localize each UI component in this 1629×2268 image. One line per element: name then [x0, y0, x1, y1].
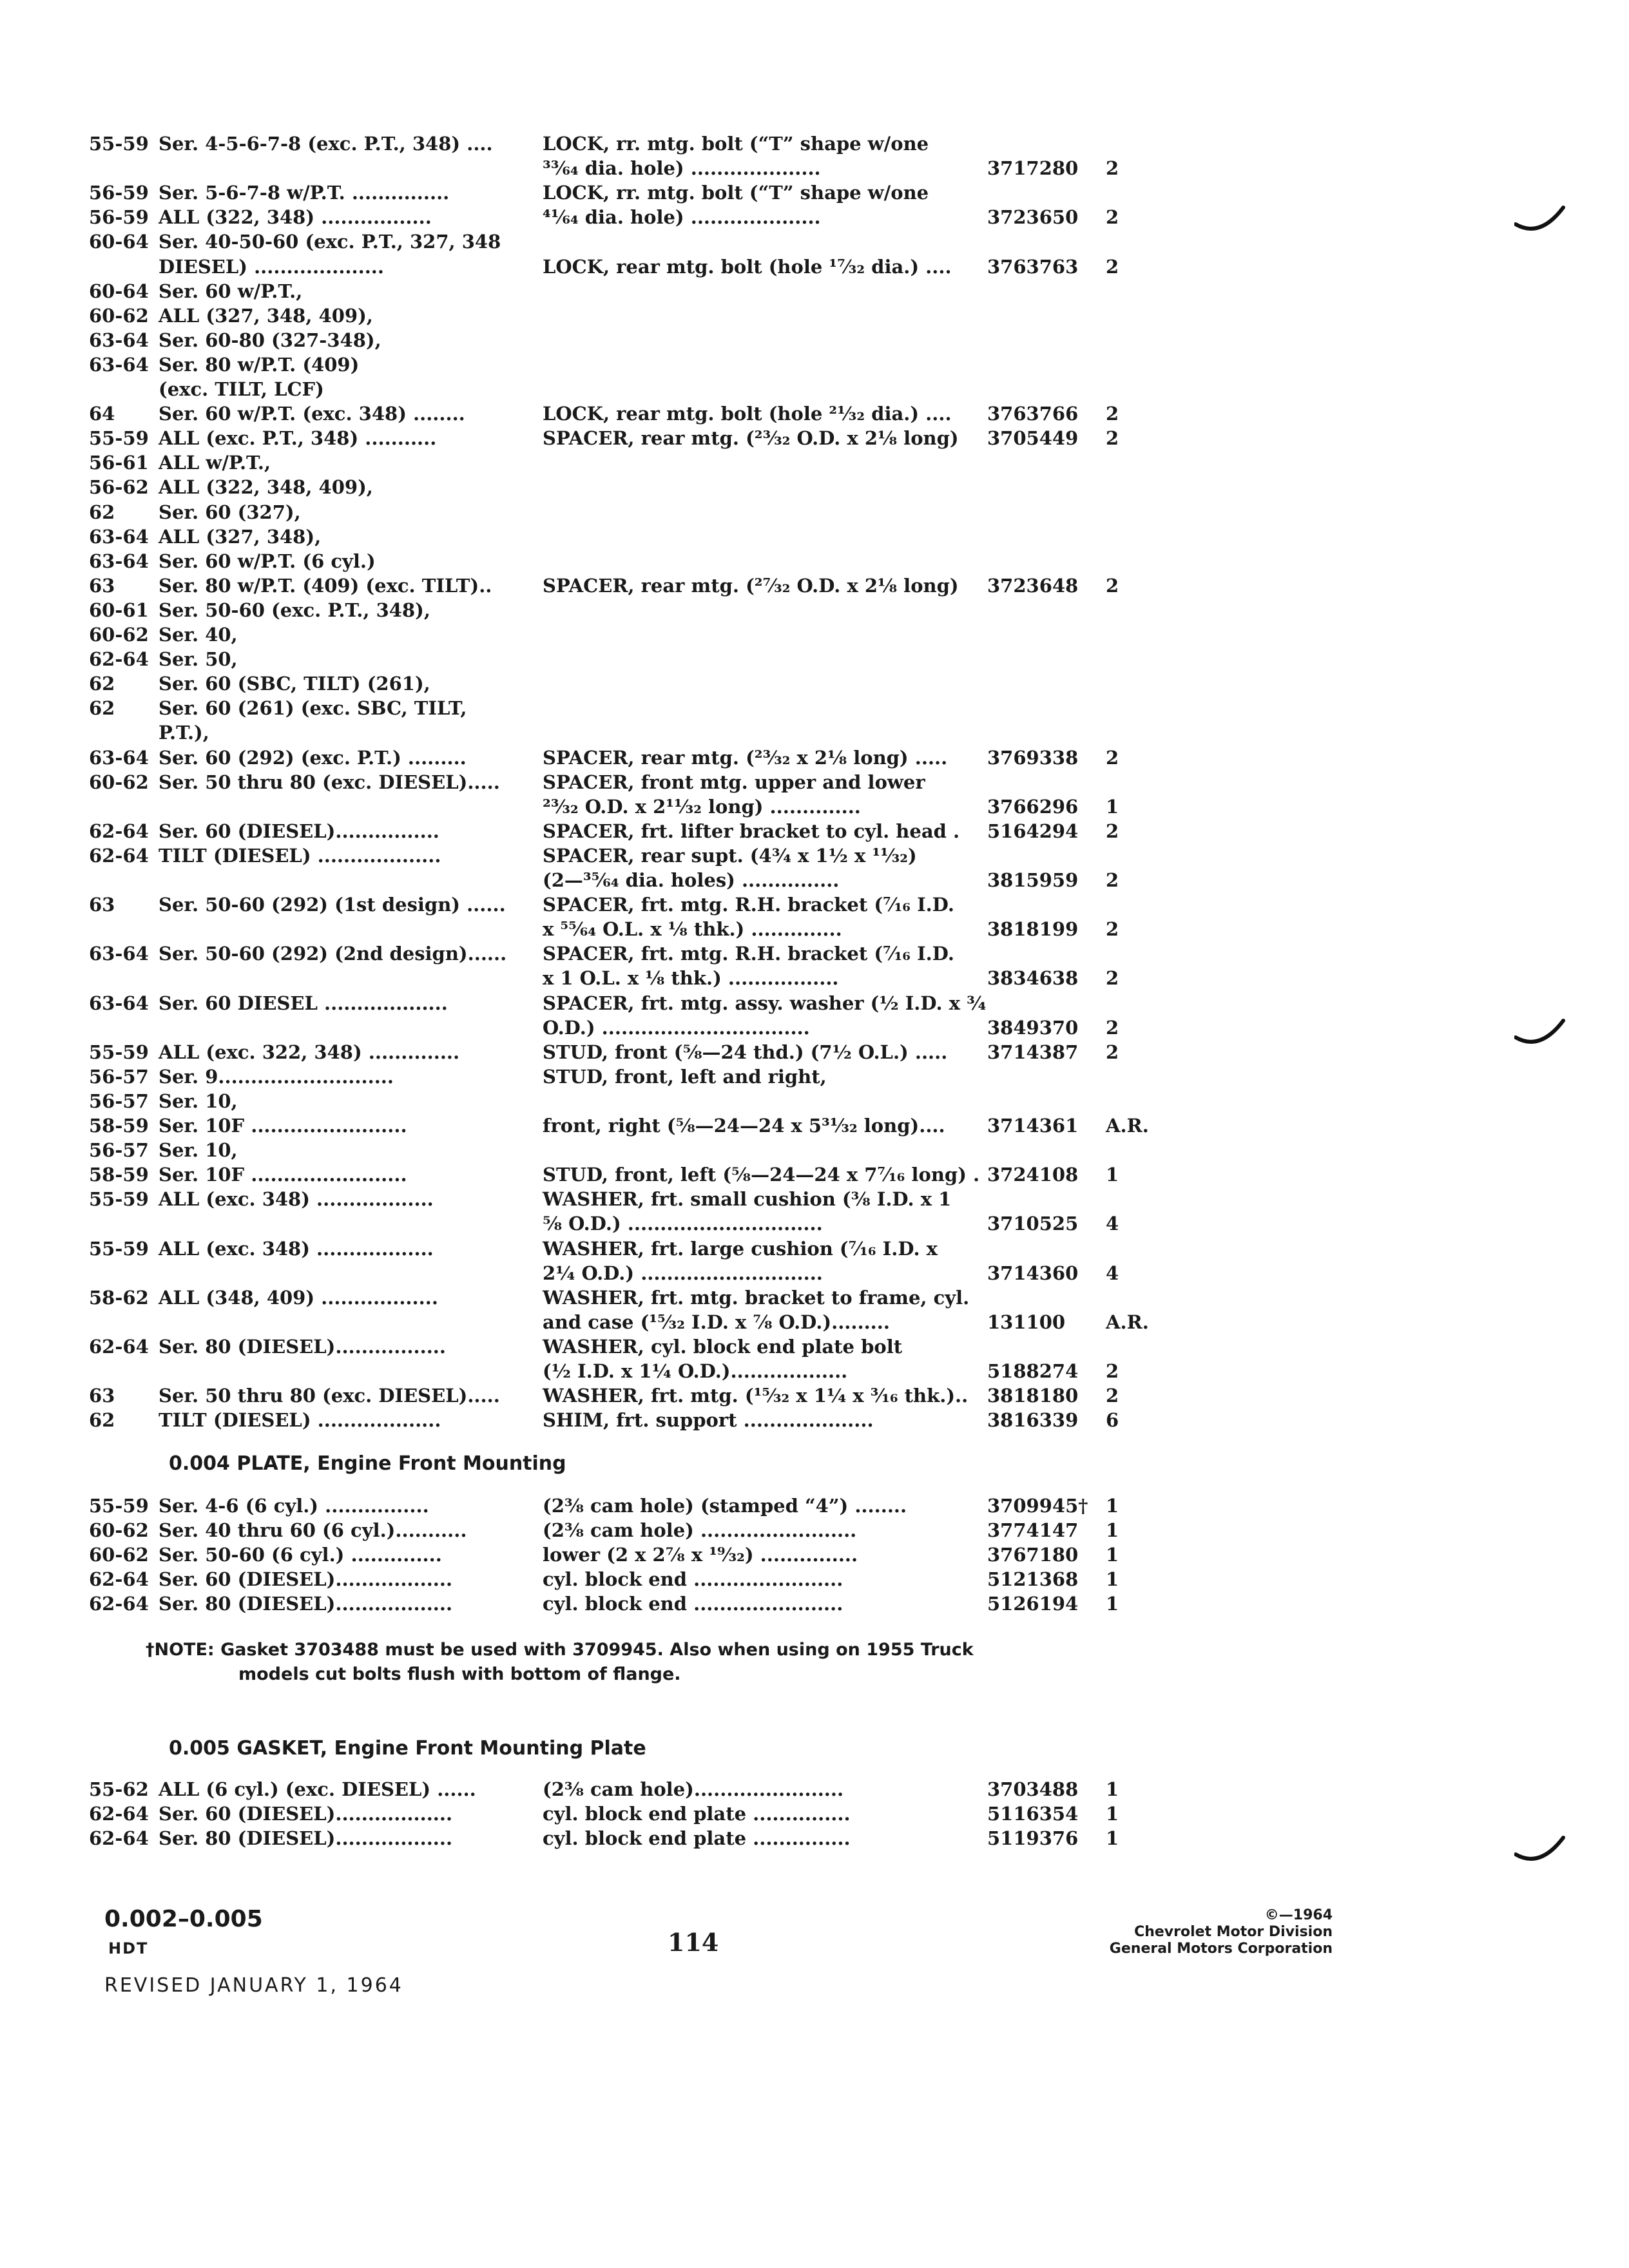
- part-description: LOCK, rear mtg. bolt (hole ¹⁷⁄₃₂ dia.) ....: [543, 255, 952, 278]
- model-years: 62-64: [89, 648, 149, 671]
- part-description: SPACER, rear supt. (4¾ x 1½ x ¹¹⁄₃₂): [543, 844, 917, 867]
- model-years: 63-64: [89, 550, 149, 572]
- model-years: 63: [89, 894, 115, 916]
- quantity: 1: [1106, 1164, 1119, 1186]
- part-number: 3703488: [987, 1778, 1079, 1800]
- model-years: 62-64: [89, 1568, 149, 1590]
- model-years: 62-64: [89, 1335, 149, 1358]
- model-application: Ser. 4-6 (6 cyl.) ................: [159, 1495, 429, 1517]
- model-application: Ser. 50-60 (292) (2nd design)......: [159, 943, 507, 965]
- part-description: SPACER, frt. lifter bracket to cyl. head .: [543, 820, 960, 842]
- model-application: Ser. 60 (327),: [159, 501, 301, 523]
- footnote-line-2: models cut bolts flush with bottom of flange.: [238, 1664, 681, 1684]
- quantity: 1: [1106, 795, 1119, 818]
- part-number: 3724108: [987, 1164, 1079, 1186]
- part-description: (2—³⁵⁄₆₄ dia. holes) ...............: [543, 869, 840, 891]
- model-years: 55-59: [89, 427, 149, 450]
- quantity: 2: [1106, 427, 1119, 450]
- model-application: Ser. 60 (DIESEL)..................: [159, 1568, 453, 1590]
- model-application: Ser. 9...........................: [159, 1065, 394, 1088]
- model-years: 63-64: [89, 746, 149, 769]
- model-years: 62-64: [89, 1803, 149, 1825]
- part-number: 3709945†: [987, 1495, 1088, 1517]
- quantity: 2: [1106, 1385, 1119, 1407]
- model-years: 63: [89, 574, 115, 597]
- model-years: 63-64: [89, 353, 149, 376]
- quantity: 2: [1106, 746, 1119, 769]
- model-application: Ser. 40,: [159, 624, 238, 646]
- model-application: Ser. 60 (SBC, TILT) (261),: [159, 673, 430, 695]
- quantity: A.R.: [1106, 1115, 1149, 1137]
- model-application: Ser. 50-60 (exc. P.T., 348),: [159, 599, 430, 621]
- model-application: Ser. 60 (DIESEL)..................: [159, 1803, 453, 1825]
- model-application: Ser. 40-50-60 (exc. P.T., 327, 348: [159, 231, 501, 253]
- part-number: 5119376: [987, 1827, 1079, 1849]
- model-application: ALL (6 cyl.) (exc. DIESEL) ......: [159, 1778, 476, 1800]
- part-description: SPACER, rear mtg. (²⁷⁄₃₂ O.D. x 2⅛ long): [543, 574, 959, 597]
- model-application: Ser. 80 (DIESEL)..................: [159, 1827, 453, 1849]
- model-application: Ser. 60 (261) (exc. SBC, TILT,: [159, 697, 467, 720]
- part-number: 3710525: [987, 1213, 1079, 1235]
- quantity: 2: [1106, 255, 1119, 278]
- model-application: Ser. 10F ........................: [159, 1164, 407, 1186]
- part-description: 2¼ O.D.) ............................: [543, 1262, 823, 1284]
- model-application: Ser. 60-80 (327-348),: [159, 329, 381, 351]
- model-years: 55-59: [89, 133, 149, 155]
- model-application: ALL w/P.T.,: [159, 452, 271, 474]
- model-application: Ser. 50 thru 80 (exc. DIESEL).....: [159, 771, 500, 793]
- model-years: 60-62: [89, 624, 149, 646]
- quantity: 2: [1106, 157, 1119, 180]
- model-years: 55-59: [89, 1188, 149, 1211]
- model-application: Ser. 80 (DIESEL).................: [159, 1335, 446, 1358]
- part-description: (2⅜ cam hole).......................: [543, 1778, 844, 1800]
- quantity: 1: [1106, 1593, 1119, 1615]
- part-description: (2⅜ cam hole) ........................: [543, 1519, 857, 1541]
- model-years: 56-57: [89, 1090, 149, 1112]
- part-description: WASHER, frt. large cushion (⁷⁄₁₆ I.D. x: [543, 1237, 938, 1260]
- check-mark-icon: [1514, 1018, 1566, 1050]
- model-application: ALL (322, 348, 409),: [159, 476, 373, 499]
- part-description: lower (2 x 2⅞ x ¹⁹⁄₃₂) ...............: [543, 1544, 858, 1566]
- model-years: 58-59: [89, 1115, 149, 1137]
- quantity: 2: [1106, 820, 1119, 842]
- footer-corporation: General Motors Corporation: [1109, 1941, 1333, 1957]
- model-application: Ser. 10F ........................: [159, 1115, 407, 1137]
- part-number: 5164294: [987, 820, 1079, 842]
- part-number: 3834638: [987, 967, 1079, 990]
- quantity: 6: [1106, 1409, 1119, 1432]
- part-description: SPACER, rear mtg. (²³⁄₃₂ O.D. x 2⅛ long): [543, 427, 959, 450]
- model-application: TILT (DIESEL) ...................: [159, 844, 441, 867]
- model-years: 60-61: [89, 599, 149, 621]
- quantity: 1: [1106, 1803, 1119, 1825]
- part-description: (2⅜ cam hole) (stamped “4”) ........: [543, 1495, 907, 1517]
- part-number: 5116354: [987, 1803, 1079, 1825]
- part-number: 3714361: [987, 1115, 1079, 1137]
- model-years: 56-59: [89, 182, 149, 204]
- model-application: Ser. 10,: [159, 1139, 238, 1162]
- model-application: Ser. 60 w/P.T.,: [159, 280, 303, 302]
- part-number: 3767180: [987, 1544, 1079, 1566]
- part-number: 3717280: [987, 157, 1079, 180]
- model-years: 55-59: [89, 1041, 149, 1063]
- part-description: SPACER, frt. mtg. R.H. bracket (⁷⁄₁₆ I.D.: [543, 943, 954, 965]
- part-description: WASHER, frt. mtg. bracket to frame, cyl.: [543, 1286, 970, 1309]
- footer-section-code: 0.002–0.005: [104, 1906, 263, 1932]
- model-years: 60-64: [89, 280, 149, 302]
- footer-series-code: HDT: [108, 1939, 149, 1957]
- model-application: DIESEL) ....................: [159, 255, 384, 278]
- model-application: ALL (exc. 348) ..................: [159, 1237, 434, 1260]
- part-description: front, right (⅝—24—24 x 5³¹⁄₃₂ long)....: [543, 1115, 945, 1137]
- model-application: Ser. 4-5-6-7-8 (exc. P.T., 348) ....: [159, 133, 493, 155]
- model-years: 62-64: [89, 1593, 149, 1615]
- part-description: cyl. block end .......................: [543, 1568, 843, 1590]
- quantity: 2: [1106, 918, 1119, 941]
- part-number: 5126194: [987, 1593, 1079, 1615]
- part-description: cyl. block end .......................: [543, 1593, 843, 1615]
- part-number: 3849370: [987, 1016, 1079, 1039]
- quantity: 2: [1106, 1016, 1119, 1039]
- part-number: 3763766: [987, 403, 1079, 425]
- model-years: 56-57: [89, 1139, 149, 1162]
- model-years: 58-62: [89, 1286, 149, 1309]
- model-years: 62: [89, 501, 115, 523]
- quantity: 2: [1106, 967, 1119, 990]
- footnote-line-1: †NOTE: Gasket 3703488 must be used with 3709945. Also when using on 1955 Truck: [146, 1640, 974, 1660]
- part-description: LOCK, rr. mtg. bolt (“T” shape w/one: [543, 133, 929, 155]
- model-years: 55-59: [89, 1495, 149, 1517]
- model-years: 56-57: [89, 1065, 149, 1088]
- model-application: ALL (exc. P.T., 348) ...........: [159, 427, 437, 450]
- quantity: 2: [1106, 1360, 1119, 1382]
- part-number: 3714387: [987, 1041, 1079, 1063]
- model-application: ALL (322, 348) .................: [159, 206, 432, 229]
- model-application: ALL (327, 348, 409),: [159, 304, 373, 327]
- part-description: LOCK, rear mtg. bolt (hole ²¹⁄₃₂ dia.) ....: [543, 403, 952, 425]
- model-application: Ser. 50 thru 80 (exc. DIESEL).....: [159, 1385, 500, 1407]
- model-application: P.T.),: [159, 722, 209, 744]
- part-description: SPACER, front mtg. upper and lower: [543, 771, 925, 793]
- part-description: LOCK, rr. mtg. bolt (“T” shape w/one: [543, 182, 929, 204]
- part-number: 3763763: [987, 255, 1079, 278]
- quantity: 1: [1106, 1519, 1119, 1541]
- part-description: ²³⁄₃₂ O.D. x 2¹¹⁄₃₂ long) ..............: [543, 795, 861, 818]
- model-years: 64: [89, 403, 115, 425]
- page-number: 114: [668, 1928, 719, 1957]
- quantity: 2: [1106, 403, 1119, 425]
- part-number: 3818180: [987, 1385, 1079, 1407]
- part-number: 3705449: [987, 427, 1079, 450]
- part-description: WASHER, cyl. block end plate bolt: [543, 1335, 903, 1358]
- model-application: Ser. 50-60 (6 cyl.) ..............: [159, 1544, 442, 1566]
- model-years: 58-59: [89, 1164, 149, 1186]
- quantity: A.R.: [1106, 1311, 1149, 1333]
- model-years: 62-64: [89, 1827, 149, 1849]
- model-application: Ser. 50,: [159, 648, 238, 671]
- model-application: Ser. 10,: [159, 1090, 238, 1112]
- part-number: 3816339: [987, 1409, 1079, 1432]
- part-description: ³³⁄₆₄ dia. hole) ....................: [543, 157, 821, 180]
- model-years: 56-59: [89, 206, 149, 229]
- part-description: ⅝ O.D.) ..............................: [543, 1213, 823, 1235]
- part-description: SPACER, rear mtg. (²³⁄₃₂ x 2⅛ long) .....: [543, 746, 948, 769]
- part-description: WASHER, frt. small cushion (⅜ I.D. x 1: [543, 1188, 952, 1211]
- footer-publisher: [1110, 1907, 1333, 1957]
- part-description: x ⁵⁵⁄₆₄ O.L. x ⅛ thk.) ..............: [543, 918, 842, 941]
- model-application: Ser. 5-6-7-8 w/P.T. ...............: [159, 182, 450, 204]
- part-number: 3723648: [987, 574, 1079, 597]
- footer-division: Chevrolet Motor Division: [1134, 1924, 1333, 1940]
- part-description: SPACER, frt. mtg. R.H. bracket (⁷⁄₁₆ I.D.: [543, 894, 954, 916]
- part-number: 3774147: [987, 1519, 1079, 1541]
- part-number: 5188274: [987, 1360, 1079, 1382]
- check-mark-icon: [1514, 1835, 1566, 1867]
- model-years: 60-62: [89, 1519, 149, 1541]
- section-heading-gasket: 0.005 GASKET, Engine Front Mounting Plate: [169, 1737, 646, 1760]
- model-application: Ser. 60 w/P.T. (6 cyl.): [159, 550, 376, 572]
- quantity: 4: [1106, 1262, 1119, 1284]
- part-description: cyl. block end plate ...............: [543, 1803, 851, 1825]
- model-application: TILT (DIESEL) ...................: [159, 1409, 441, 1432]
- model-years: 63-64: [89, 329, 149, 351]
- model-application: ALL (327, 348),: [159, 525, 322, 548]
- part-description: SPACER, frt. mtg. assy. washer (½ I.D. x ¾: [543, 992, 987, 1014]
- quantity: 2: [1106, 869, 1119, 891]
- part-description: cyl. block end plate ...............: [543, 1827, 851, 1849]
- quantity: 4: [1106, 1213, 1119, 1235]
- model-years: 60-62: [89, 1544, 149, 1566]
- model-application: Ser. 60 (DIESEL)................: [159, 820, 439, 842]
- model-application: (exc. TILT, LCF): [159, 378, 324, 400]
- model-years: 55-59: [89, 1237, 149, 1260]
- part-description: SHIM, frt. support ....................: [543, 1409, 874, 1432]
- model-application: Ser. 60 DIESEL ...................: [159, 992, 448, 1014]
- model-years: 63-64: [89, 943, 149, 965]
- model-years: 60-64: [89, 231, 149, 253]
- part-description: and case (¹⁵⁄₃₂ I.D. x ⅞ O.D.).........: [543, 1311, 890, 1333]
- model-application: Ser. 80 (DIESEL)..................: [159, 1593, 453, 1615]
- part-description: (½ I.D. x 1¼ O.D.)..................: [543, 1360, 848, 1382]
- part-description: STUD, front, left and right,: [543, 1065, 827, 1088]
- model-years: 63-64: [89, 525, 149, 548]
- model-application: Ser. 60 w/P.T. (exc. 348) ........: [159, 403, 465, 425]
- model-years: 60-62: [89, 771, 149, 793]
- model-application: Ser. 80 w/P.T. (409) (exc. TILT)..: [159, 574, 492, 597]
- part-number: 5121368: [987, 1568, 1079, 1590]
- part-number: 3723650: [987, 206, 1079, 229]
- model-application: Ser. 80 w/P.T. (409): [159, 353, 360, 376]
- model-application: Ser. 60 (292) (exc. P.T.) .........: [159, 746, 467, 769]
- part-number: 3714360: [987, 1262, 1079, 1284]
- model-years: 62: [89, 673, 115, 695]
- model-application: ALL (exc. 348) ..................: [159, 1188, 434, 1211]
- quantity: 1: [1106, 1827, 1119, 1849]
- part-description: WASHER, frt. mtg. (¹⁵⁄₃₂ x 1¼ x ³⁄₁₆ thk.)..: [543, 1385, 969, 1407]
- model-years: 56-62: [89, 476, 149, 499]
- part-number: 3815959: [987, 869, 1079, 891]
- model-years: 63: [89, 1385, 115, 1407]
- model-years: 62-64: [89, 820, 149, 842]
- model-years: 62: [89, 1409, 115, 1432]
- part-number: 3818199: [987, 918, 1079, 941]
- part-description: x 1 O.L. x ⅛ thk.) .................: [543, 967, 839, 990]
- model-years: 63-64: [89, 992, 149, 1014]
- model-years: 56-61: [89, 452, 149, 474]
- section-heading-plate: 0.004 PLATE, Engine Front Mounting: [169, 1452, 566, 1475]
- quantity: 2: [1106, 574, 1119, 597]
- model-years: 62: [89, 697, 115, 720]
- quantity: 1: [1106, 1568, 1119, 1590]
- model-application: Ser. 40 thru 60 (6 cyl.)...........: [159, 1519, 467, 1541]
- check-mark-icon: [1514, 205, 1566, 237]
- model-application: Ser. 50-60 (292) (1st design) ......: [159, 894, 506, 916]
- model-years: 55-62: [89, 1778, 149, 1800]
- quantity: 1: [1106, 1544, 1119, 1566]
- quantity: 2: [1106, 206, 1119, 229]
- quantity: 1: [1106, 1778, 1119, 1800]
- footer-copyright: ©—1964: [1264, 1907, 1333, 1923]
- model-application: ALL (348, 409) ..................: [159, 1286, 438, 1309]
- part-number: 3766296: [987, 795, 1079, 818]
- part-description: STUD, front, left (⅝—24—24 x 7⁷⁄₁₆ long) .: [543, 1164, 980, 1186]
- quantity: 1: [1106, 1495, 1119, 1517]
- part-number: 131100: [987, 1311, 1066, 1333]
- footer-revision-date: REVISED JANUARY 1, 1964: [104, 1974, 403, 1997]
- model-years: 62-64: [89, 844, 149, 867]
- part-description: STUD, front (⅝—24 thd.) (7½ O.L.) .....: [543, 1041, 948, 1063]
- model-application: ALL (exc. 322, 348) ..............: [159, 1041, 460, 1063]
- part-description: ⁴¹⁄₆₄ dia. hole) ....................: [543, 206, 821, 229]
- part-number: 3769338: [987, 746, 1079, 769]
- quantity: 2: [1106, 1041, 1119, 1063]
- model-years: 60-62: [89, 304, 149, 327]
- part-description: O.D.) ................................: [543, 1016, 810, 1039]
